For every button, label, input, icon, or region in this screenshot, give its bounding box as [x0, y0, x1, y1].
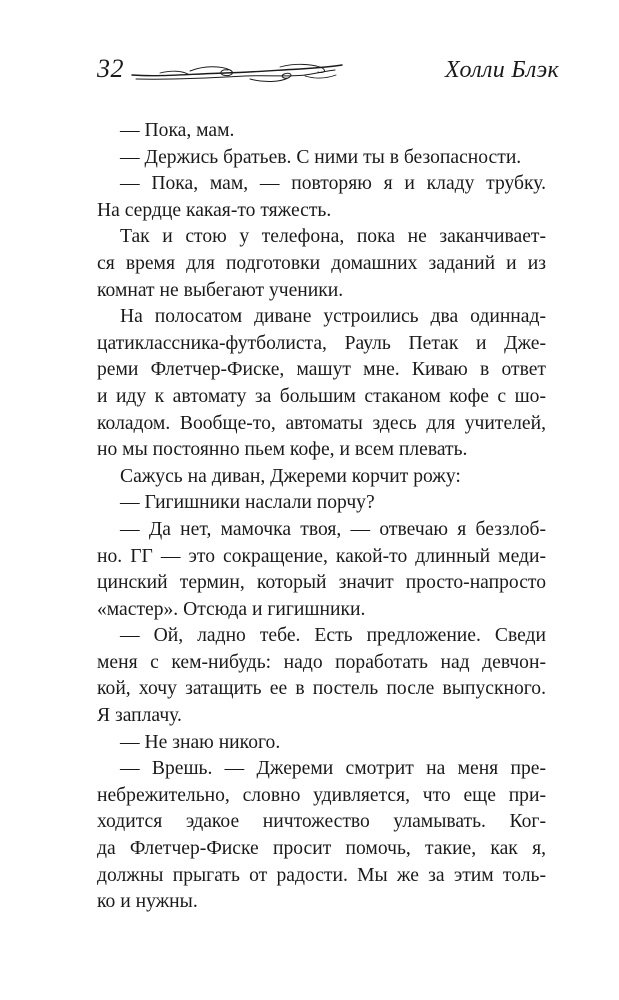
text-line: меня с кем-нибудь: надо поработать над девчон-: [97, 651, 546, 673]
text-line: должны прыгать от радости. Мы же за этим толь-: [97, 864, 546, 886]
text-line: реми Флетчер-Фиске, машут мне. Киваю в ответ: [97, 359, 546, 381]
text-line: На сердце какая-то тяжесть.: [97, 199, 332, 221]
text-line: Я заплачу.: [97, 705, 182, 727]
running-header: [97, 52, 559, 92]
text-line: коладом. Вообще-то, автоматы здесь для учителей,: [97, 412, 546, 434]
text-line: — Врешь. — Джереми смотрит на меня пре-: [120, 758, 546, 780]
text-line: — Ой, ладно тебе. Есть предложение. Сведи: [120, 625, 546, 647]
text-line: цинский термин, который значит просто-напросто: [97, 572, 546, 594]
author-name: Холли Блэк: [445, 57, 559, 83]
text-line: На полосатом диване устроились два одиннад-: [120, 306, 546, 328]
text-line: «мастер». Отсюда и гигишники.: [97, 598, 366, 620]
text-line: небрежительно, словно удивляется, что еще при-: [97, 784, 546, 806]
text-line: кой, хочу затащить ее в постель после выпускного.: [97, 678, 546, 700]
text-line: Так и стою у телефона, пока не заканчивает-: [120, 226, 546, 248]
text-line: ся время для подготовки домашних заданий и из: [97, 252, 546, 274]
ornament-flourish-icon: [130, 61, 345, 87]
text-line: — Гигишники наслали порчу?: [120, 492, 375, 514]
body-text: [97, 118, 546, 916]
text-line: — Держись братьев. С ними ты в безопасности.: [120, 146, 522, 168]
text-line: — Не знаю никого.: [120, 731, 281, 753]
text-line: — Да нет, мамочка твоя, — отвечаю я беззлоб-: [120, 518, 546, 540]
text-line: цатиклассника-футболиста, Рауль Петак и Дже-: [97, 332, 546, 354]
text-line: — Пока, мам.: [120, 120, 235, 141]
text-line: комнат не выбегают ученики.: [97, 279, 344, 301]
text-line: — Пока, мам, — повторяю я и кладу трубку.: [120, 173, 546, 195]
text-line: и иду к автомату за большим стаканом кофе с шо-: [97, 385, 546, 407]
page-number: 32: [97, 54, 124, 83]
text-line: ко и нужны.: [97, 891, 198, 913]
text-line: да Флетчер-Фиске просит помочь, такие, как я,: [97, 838, 546, 860]
text-line: но мы постоянно пьем кофе, и всем плевать.: [97, 439, 468, 461]
text-line: но. ГГ — это сокращение, какой-то длинный меди-: [97, 545, 546, 567]
text-line: ходится эдакое ничтожество уламывать. Ког-: [97, 811, 546, 833]
text-line: Сажусь на диван, Джереми корчит рожу:: [120, 465, 461, 487]
